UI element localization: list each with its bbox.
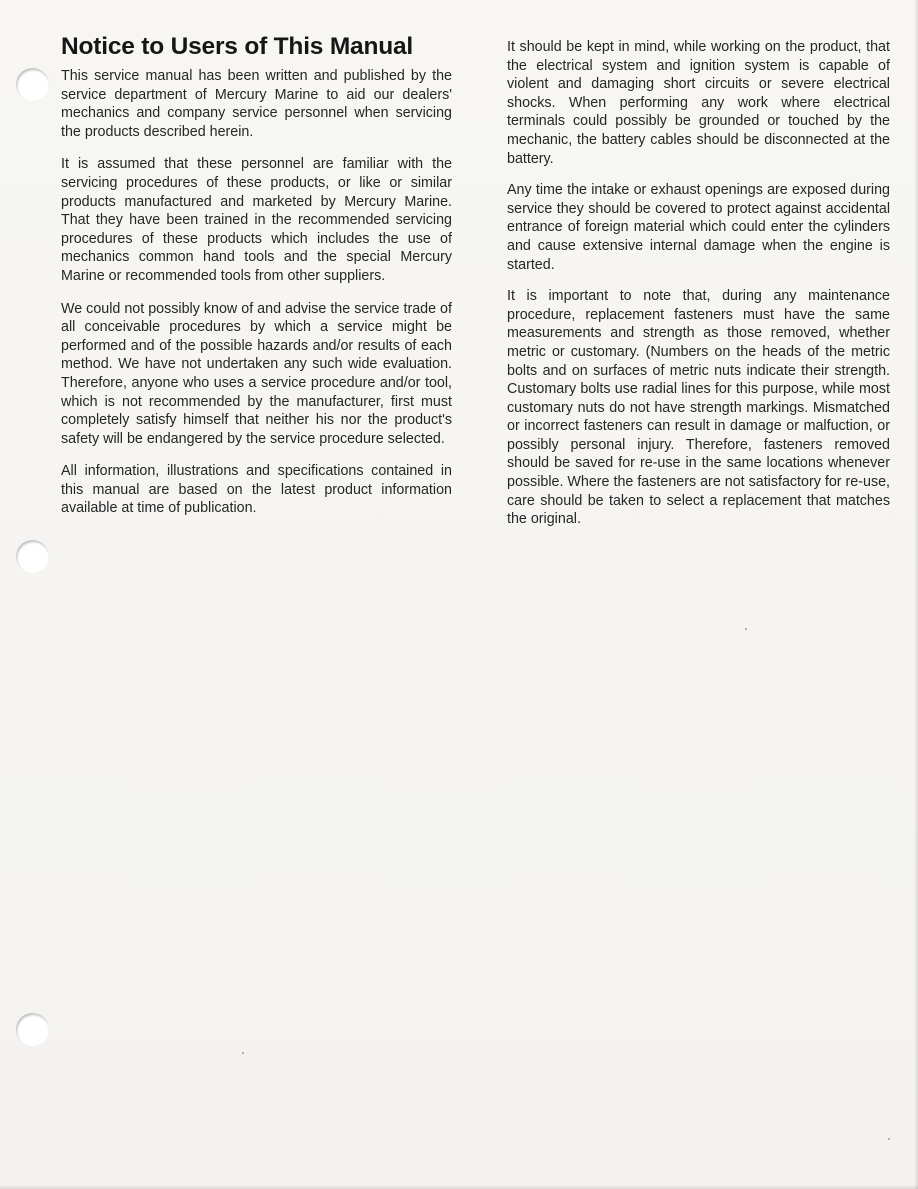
right-paragraph-2: Any time the intake or exhaust openings are exposed during service they should be covered to protect against accidental entrance of foreign material which could enter the cylinders and cause extensive internal damage when the engine is started. bbox=[507, 182, 890, 273]
paper-speck bbox=[242, 1052, 244, 1054]
left-paragraph-1: This service manual has been written and published by the service department of Mercury Marine to aid our dealers' mechanics and company service personnel when servicing the products described herein. bbox=[61, 68, 452, 140]
right-paragraph-1: It should be kept in mind, while working on the product, that the electrical system and ignition system is capable of violent and damaging short circuits or severe electrical shocks. When performing any work where electrical terminals could possibly be grounded or touched by the mechanic, the battery cables should be disconnected at the battery. bbox=[507, 39, 890, 167]
left-column bbox=[61, 34, 452, 532]
right-paragraph-3: It is important to note that, during any maintenance procedure, replacement fasteners must have the same measurements and strength as those removed, whether metric or customary. (Numbers on the heads of the metric bolts and on surfaces of metric nuts indicate their strength. Customary bolts use radial lines for this purpose, while most customary nuts do not have strength markings. Mismatched or incorrect fasteners can result in damage or malfuction, or possibly personal injury. Therefore, fasteners removed should be saved for re-use in the same locations whenever possible. Where the fasteners are not satisfactory for re-use, care should be taken to select a replacement that matches the original. bbox=[507, 288, 891, 528]
paper-speck bbox=[888, 1138, 890, 1140]
left-paragraph-3: We could not possibly know of and advise the service trade of all conceivable procedures by which a service might be performed and of the possible hazards and/or results of each method. We have not undertaken any such wide evaluation. Therefore, anyone who uses a service procedure and/or tool, which is not recommended by the manufacturer, first must completely satisfy himself that neither his nor the product's safety will be endangered by the service procedure selected. bbox=[61, 300, 452, 447]
left-paragraph-2: It is assumed that these personnel are familiar with the servicing procedures of these products, or like or similar products manufactured and marketed by Mercury Marine. That they have been trained in the recommended servicing procedures of these products which includes the use of mechanics common hand tools and the special Mercury Marine or recommended tools from other suppliers. bbox=[61, 156, 452, 284]
page-title: Notice to Users of This Manual bbox=[61, 33, 414, 60]
punch-hole-middle bbox=[16, 540, 49, 573]
punch-hole-bottom bbox=[16, 1013, 49, 1046]
paper-speck bbox=[745, 628, 747, 630]
left-paragraph-4: All information, illustrations and specifications contained in this manual are based on the latest product information available at time of publication. bbox=[61, 463, 452, 517]
right-column bbox=[507, 38, 890, 542]
punch-hole-top bbox=[16, 68, 49, 101]
page-edge-bottom bbox=[0, 1185, 918, 1189]
page-edge-right bbox=[914, 0, 918, 1189]
